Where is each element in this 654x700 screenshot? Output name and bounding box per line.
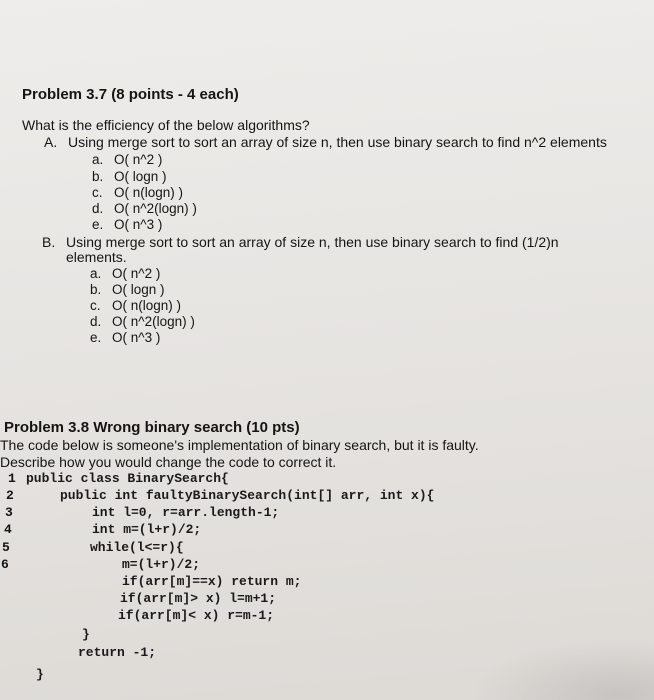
part-a-option-d: d. O( n^2(logn) ) <box>92 201 197 216</box>
problem-3-8-title: Problem 3.8 Wrong binary search (10 pts) <box>4 419 300 436</box>
code-line-method: public int faultyBinarySearch(int[] arr, int x){ <box>60 488 435 503</box>
code-line-if-less: if(arr[m]< x) r=m-1; <box>118 608 275 623</box>
code-line-close-method: } <box>36 667 44 682</box>
part-a-option-e: e. O( n^3 ) <box>92 217 163 232</box>
problem-3-8-desc-line1: The code below is someone's implementation of binary search, but it is faulty. <box>0 437 479 453</box>
part-b-option-e: e. O( n^3 ) <box>90 330 161 345</box>
part-b-option-c: c. O( n(logn) ) <box>90 298 182 313</box>
part-b-option-d: d. O( n^2(logn) ) <box>90 314 195 329</box>
problem-3-7-title: Problem 3.7 (8 points - 4 each) <box>22 86 239 103</box>
code-line-close-while: } <box>82 627 90 642</box>
part-a-text: Using merge sort to sort an array of size n, then use binary search to find n^2 elements <box>68 134 607 150</box>
part-a-option-a: a. O( n^2 ) <box>92 152 163 167</box>
line-number: 3 <box>5 505 13 520</box>
line-number: 1 <box>8 471 16 486</box>
code-line-if-greater: if(arr[m]> x) l=m+1; <box>120 591 277 606</box>
code-line-init-m: int m=(l+r)/2; <box>92 522 202 537</box>
code-line-return: return -1; <box>78 645 157 660</box>
code-line-if-equal: if(arr[m]==x) return m; <box>122 574 302 589</box>
line-number: 5 <box>2 540 10 555</box>
line-number: 4 <box>4 522 12 537</box>
part-a-letter: A. <box>44 134 58 150</box>
code-line-while: while(l<=r){ <box>90 540 184 555</box>
code-line-init-lr: int l=0, r=arr.length-1; <box>92 505 280 520</box>
code-line-update-m: m=(l+r)/2; <box>122 557 201 572</box>
part-b-text-line2: elements. <box>66 249 127 265</box>
code-line-class: public class BinarySearch{ <box>26 471 229 486</box>
part-b-option-a: a. O( n^2 ) <box>90 266 161 281</box>
photo-shadow <box>470 640 654 700</box>
part-a-option-c: c. O( n(logn) ) <box>92 185 184 200</box>
problem-3-8-desc-line2: Describe how you would change the code to correct it. <box>0 454 337 470</box>
problem-3-7-question: What is the efficiency of the below algorithms? <box>22 117 310 133</box>
part-b-text-line1: Using merge sort to sort an array of size n, then use binary search to find (1/2)n <box>66 234 559 250</box>
part-a-option-b: b. O( logn ) <box>92 169 167 184</box>
part-b-letter: B. <box>42 234 56 250</box>
part-b-option-b: b. O( logn ) <box>90 282 165 297</box>
line-number: 6 <box>1 557 9 572</box>
line-number: 2 <box>6 488 14 503</box>
